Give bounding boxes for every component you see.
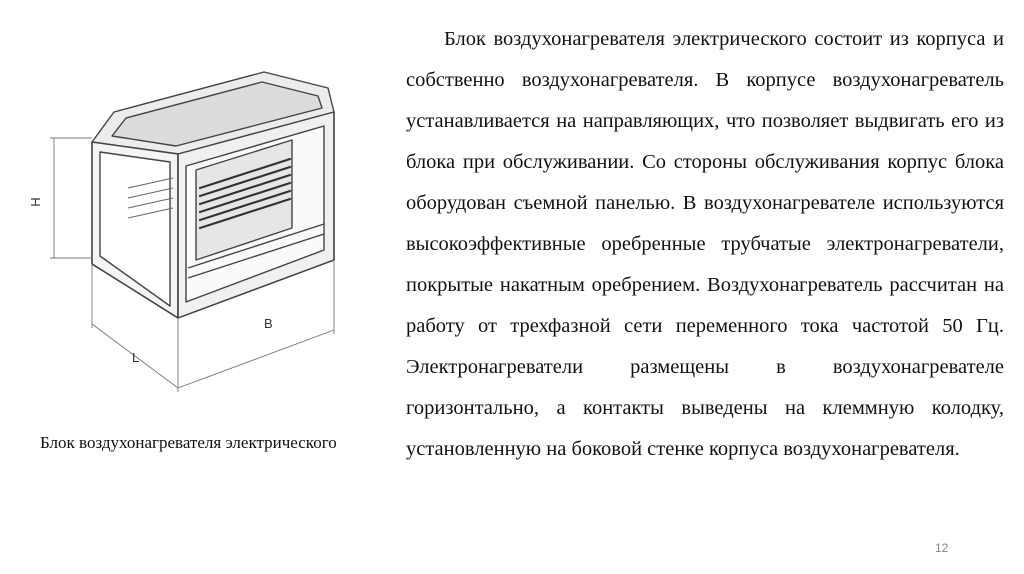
dimension-label-height: H <box>28 197 43 207</box>
heater-unit-drawing <box>28 28 368 408</box>
dimension-label-width: B <box>264 316 273 331</box>
dimension-label-length: L <box>132 350 140 365</box>
figure-caption: Блок воздухонагревателя электрического <box>40 433 337 452</box>
description-paragraph: Блок воздухонагревателя электрического состоит из корпуса и собственно воздухонагревателя. В корпусе воздухонагреватель устанавливается на направляющих, что позволяет выдвигать его из блока при обслуживании. Со стороны обслуживания корпус блока оборудован съемной панелью. В воздухонагревателе используются высокоэффективные оребренные трубчатые электронагреватели, покрытые накатным оребрением. Воздухонагреватель рассчитан на работу от трехфазной сети переменного тока частотой 50 Гц. Электронагреватели размещены в воздухонагревателе горизонтально, а контакты выведены на клеммную колодку, установленную на боковой стенке корпуса воздухонагревателя. <box>406 28 1004 460</box>
page-number: 12 <box>935 541 949 555</box>
heater-unit-svg <box>28 28 368 408</box>
